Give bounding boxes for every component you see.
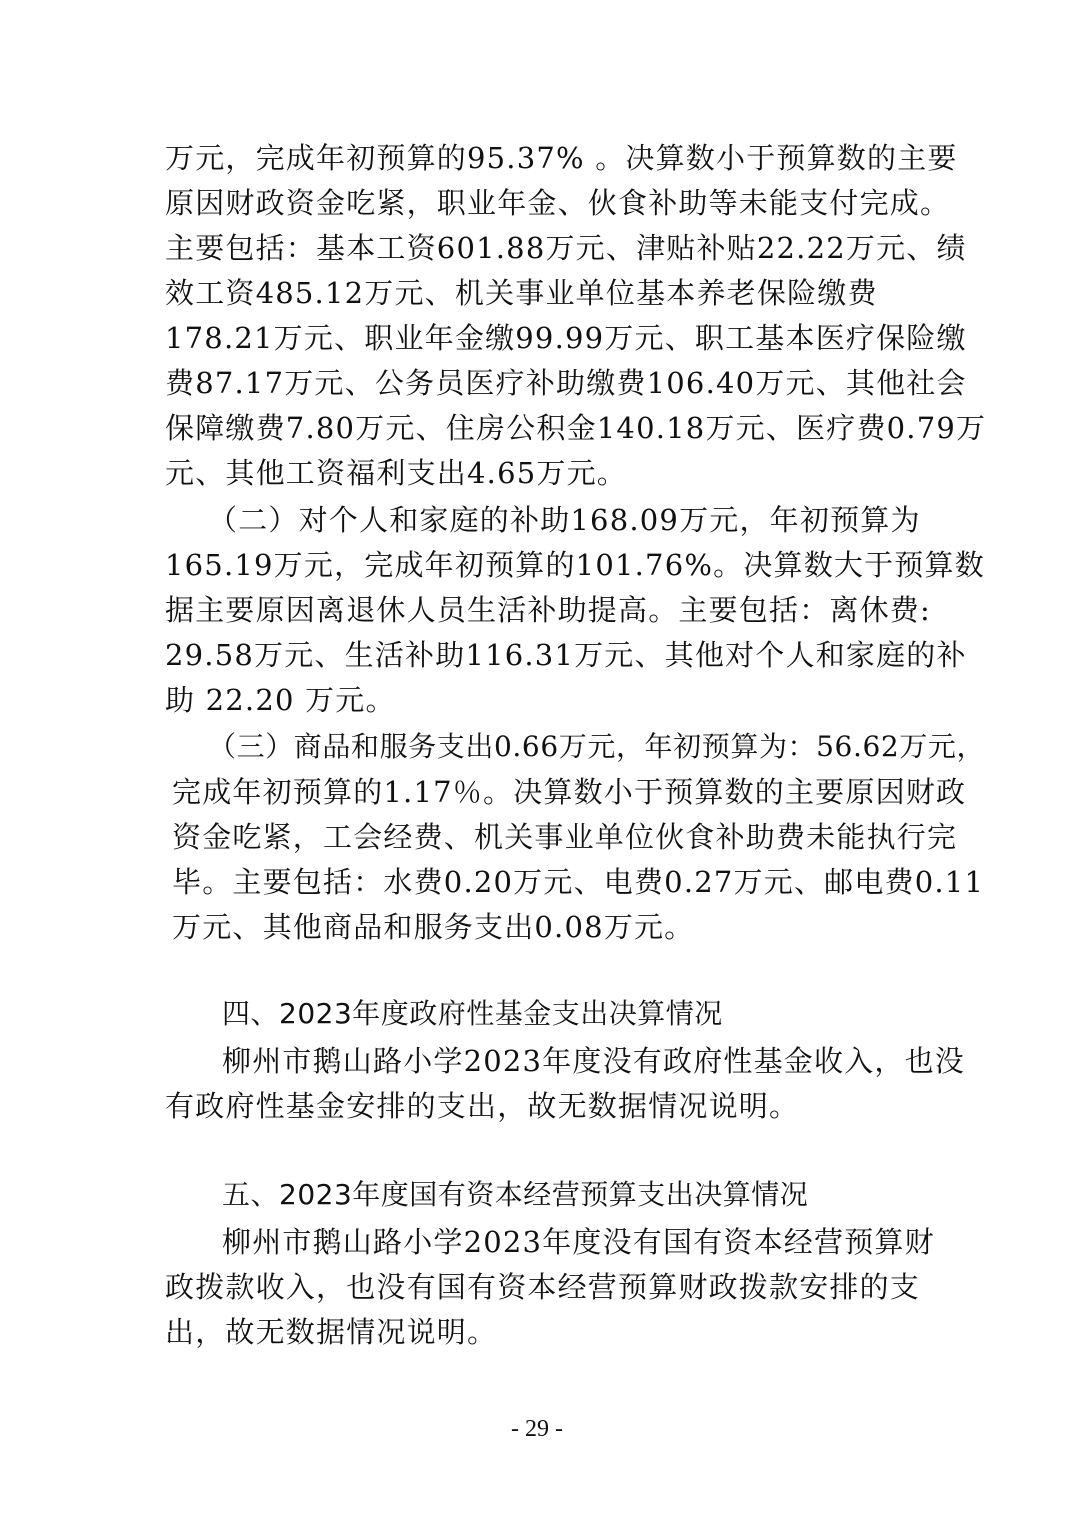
text-line: 费87.17万元、公务员医疗补助缴费106.40万元、其他社会 xyxy=(165,366,967,400)
text-line: 柳州市鹅山路小学2023年度没有国有资本经营预算财 xyxy=(222,1225,935,1259)
text-line: 效工资485.12万元、机关事业单位基本养老保险缴费 xyxy=(165,276,878,310)
text-line: 29.58万元、生活补助116.31万元、其他对个人和家庭的补 xyxy=(165,638,967,672)
text-line: （三）商品和服务支出0.66万元，年初预算为：56.62万元， xyxy=(208,730,986,763)
text-line: 毕。主要包括：水费0.20万元、电费0.27万元、邮电费0.11 xyxy=(172,865,985,899)
text-line: 资金吃紧，工会经费、机关事业单位伙食补助费未能执行完 xyxy=(172,820,958,854)
text-line: 出，故无数据情况说明。 xyxy=(165,1315,498,1349)
page-number: - 29 - xyxy=(511,1416,563,1442)
section-heading: 四、2023年度政府性基金支出决算情况 xyxy=(222,997,723,1030)
text-line: 保障缴费7.80万元、住房公积金140.18万元、医疗费0.79万 xyxy=(165,411,987,445)
text-line: 万元，完成年初预算的95.37% 。决算数小于预算数的主要 xyxy=(165,141,958,175)
text-line: 万元、其他商品和服务支出0.08万元。 xyxy=(172,910,695,944)
text-line: 助 22.20 万元。 xyxy=(165,683,396,717)
text-line: 据主要原因离退休人员生活补助提高。主要包括：离休费: xyxy=(165,593,931,627)
text-line: 165.19万元，完成年初预算的101.76%。决算数大于预算数 xyxy=(165,548,985,582)
text-line: 完成年初预算的1.17％。决算数小于预算数的主要原因财政 xyxy=(172,775,967,809)
text-line: 有政府性基金安排的支出，故无数据情况说明。 xyxy=(165,1089,800,1123)
text-line: 178.21万元、职业年金缴99.99万元、职工基本医疗保险缴 xyxy=(165,321,967,355)
section-heading: 五、2023年度国有资本经营预算支出决算情况 xyxy=(222,1178,809,1211)
text-line: 柳州市鹅山路小学2023年度没有政府性基金收入，也没 xyxy=(222,1044,966,1078)
text-line: 元、其他工资福利支出4.65万元。 xyxy=(165,456,627,490)
text-line: （二）对个人和家庭的补助168.09万元，年初预算为 xyxy=(208,503,921,537)
text-line: 原因财政资金吃紧，职业年金、伙食补助等未能支付完成。 xyxy=(165,186,951,220)
text-line: 主要包括：基本工资601.88万元、津贴补贴22.22万元、绩 xyxy=(165,231,967,265)
text-line: 政拨款收入，也没有国有资本经营预算财政拨款安排的支 xyxy=(165,1270,921,1304)
